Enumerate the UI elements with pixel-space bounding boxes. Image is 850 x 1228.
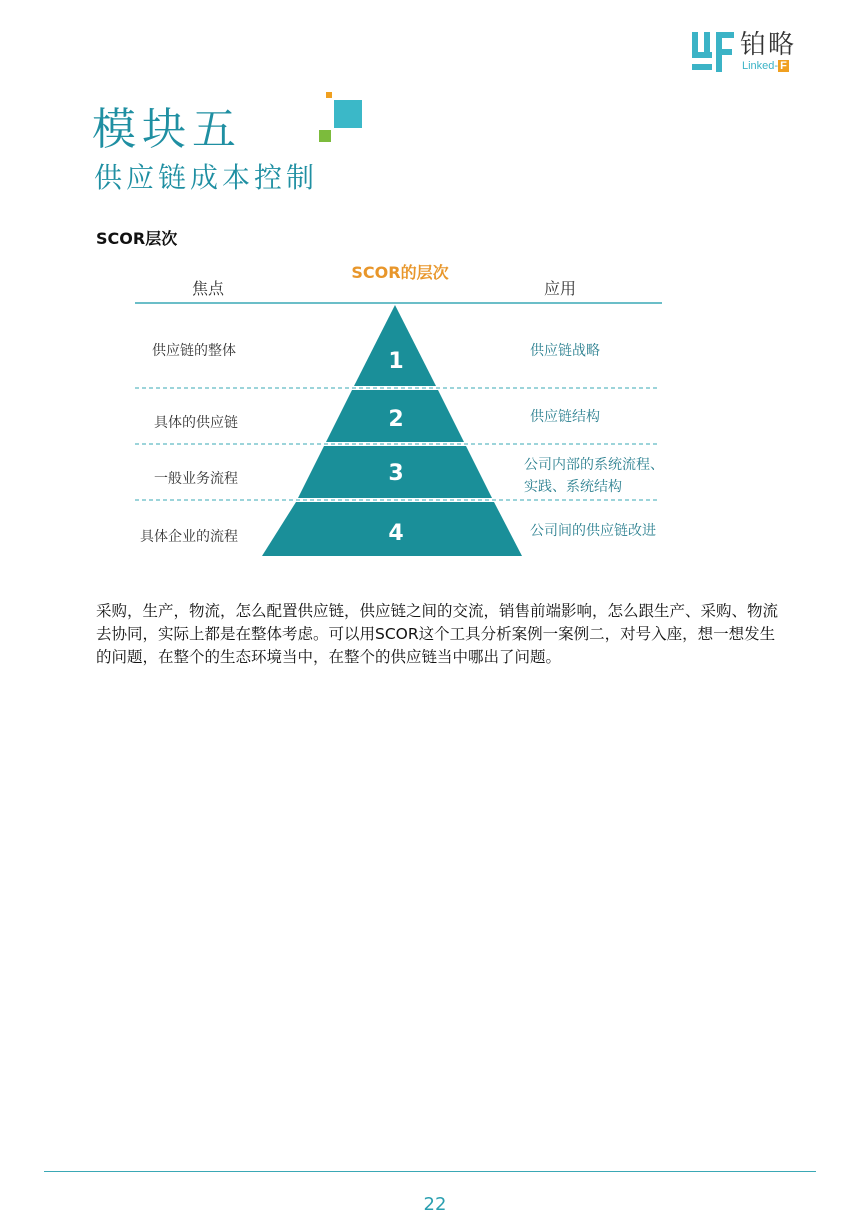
logo-english-text — [742, 60, 789, 72]
decorative-square-teal — [334, 100, 362, 128]
diagram-title: SCOR的层次 — [351, 263, 449, 282]
page-number: 22 — [423, 1194, 447, 1215]
section-heading: SCOR层次 — [96, 229, 178, 248]
logo-mark-icon — [692, 32, 736, 72]
body-paragraph: 采购，生产，物流，怎么配置供应链，供应链之间的交流，销售前端影响，怎么跟生产、采购、物流去协同，实际上都是在整体考虑。可以用SCOR这个工具分析案例一案例二，对号入座，想一想发生的问题，在整个的生态环境当中，在整个的供应链当中哪出了问题。 — [96, 602, 779, 666]
application-label-level-2: 供应链结构 — [530, 409, 600, 425]
focus-column-header: 焦点 — [192, 279, 225, 298]
company-logo — [692, 30, 812, 76]
application-label-level-3: 公司内部的系统流程、实践、系统结构 — [524, 457, 664, 495]
level-number: 3 — [388, 461, 404, 486]
focus-label-level-1: 供应链的整体 — [152, 343, 236, 359]
logo-chinese-text: 铂略 — [740, 30, 797, 60]
scor-pyramid-diagram — [130, 258, 670, 563]
level-number: 4 — [388, 521, 404, 546]
application-column-header: 应用 — [544, 279, 577, 298]
logo-english-badge: F — [780, 60, 787, 72]
footer-rule — [44, 1171, 816, 1172]
decorative-square-green — [319, 130, 331, 142]
focus-label-level-3: 一般业务流程 — [154, 471, 238, 487]
focus-label-level-4: 具体企业的流程 — [140, 529, 238, 545]
level-number: 2 — [388, 407, 404, 432]
application-label-level-1: 供应链战略 — [530, 343, 600, 359]
focus-label-level-2: 具体的供应链 — [154, 415, 238, 431]
module-subtitle: 供应链成本控制 — [94, 161, 319, 194]
decorative-square-orange — [326, 92, 332, 98]
module-title: 模块五 — [92, 104, 242, 155]
logo-english-word: Linked- — [742, 60, 779, 72]
level-number: 1 — [388, 349, 404, 374]
application-label-level-4: 公司间的供应链改进 — [530, 523, 656, 539]
